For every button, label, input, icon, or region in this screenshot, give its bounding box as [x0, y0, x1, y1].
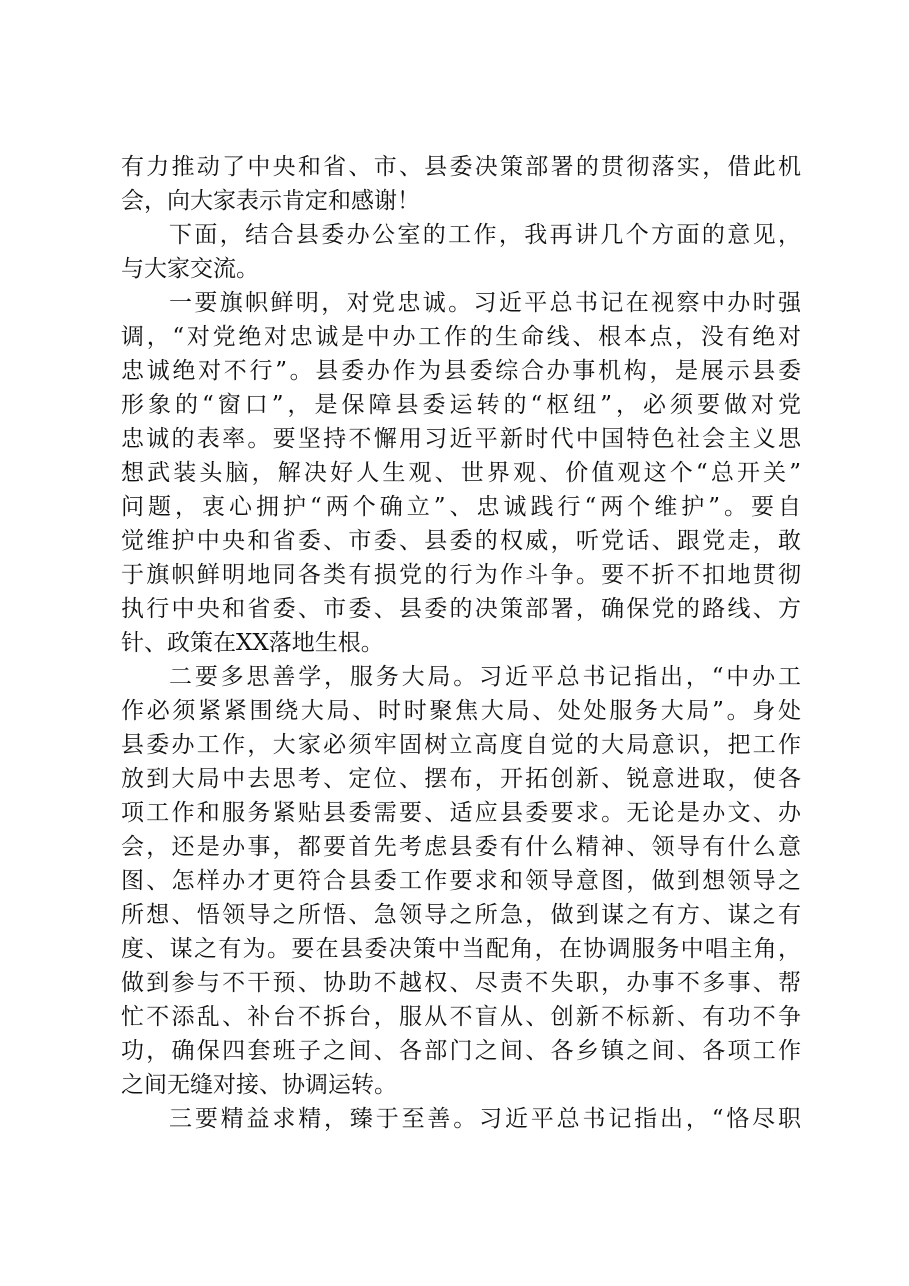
text-line: 形象的“窗口”，是保障县委运转的“枢纽”，必须要做对党 — [121, 392, 801, 418]
text-line: 于旗帜鲜明地同各类有损党的行为作斗争。要不折不扣地贯彻 — [121, 562, 801, 588]
text-line: 一要旗帜鲜明，对党忠诚。习近平总书记在视察中办时强 — [169, 290, 801, 316]
text-line: 之间无缝对接、协调运转。 — [121, 1072, 397, 1098]
text-line: 做到参与不干预、协助不越权、尽责不失职，办事不多事、帮 — [121, 970, 801, 996]
text-line: 作必须紧紧围绕大局、时时聚焦大局、处处服务大局”。身处 — [121, 698, 801, 724]
text-line: 想武装头脑，解决好人生观、世界观、价值观这个“总开关” — [121, 460, 801, 486]
text-line: 会，向大家表示肯定和感谢！ — [121, 188, 420, 214]
text-line: 针、政策在XX落地生根。 — [121, 630, 384, 656]
text-line: 下面，结合县委办公室的工作，我再讲几个方面的意见， — [169, 222, 801, 248]
text-line: 项工作和服务紧贴县委需要、适应县委要求。无论是办文、办 — [121, 800, 801, 826]
text-line: 执行中央和省委、市委、县委的决策部署，确保党的路线、方 — [121, 596, 801, 622]
text-line: 功，确保四套班子之间、各部门之间、各乡镇之间、各项工作 — [121, 1038, 801, 1064]
text-line: 忙不添乱、补台不拆台，服从不盲从、创新不标新、有功不争 — [121, 1004, 801, 1030]
text-line: 度、谋之有为。要在县委决策中当配角，在协调服务中唱主角， — [121, 936, 801, 962]
text-line: 图、怎样办才更符合县委工作要求和领导意图，做到想领导之 — [121, 868, 801, 894]
text-line: 二要多思善学，服务大局。习近平总书记指出，“中办工 — [169, 664, 801, 690]
text-line: 县委办工作，大家必须牢固树立高度自觉的大局意识，把工作 — [121, 732, 801, 758]
text-line: 有力推动了中央和省、市、县委决策部署的贯彻落实，借此机 — [121, 154, 801, 180]
text-line: 忠诚的表率。要坚持不懈用习近平新时代中国特色社会主义思 — [121, 426, 801, 452]
text-line: 所想、悟领导之所悟、急领导之所急，做到谋之有方、谋之有 — [121, 902, 801, 928]
text-line: 问题，衷心拥护“两个确立”、忠诚践行“两个维护”。要自 — [121, 494, 801, 520]
text-line: 会，还是办事，都要首先考虑县委有什么精神、领导有什么意 — [121, 834, 801, 860]
text-line: 调，“对党绝对忠诚是中办工作的生命线、根本点，没有绝对 — [121, 324, 801, 350]
text-line: 觉维护中央和省委、市委、县委的权威，听党话、跟党走，敢 — [121, 528, 801, 554]
text-line: 放到大局中去思考、定位、摆布，开拓创新、锐意进取，使各 — [121, 766, 801, 792]
text-line: 与大家交流。 — [121, 256, 259, 282]
text-line: 忠诚绝对不行”。县委办作为县委综合办事机构，是展示县委 — [121, 358, 801, 384]
text-line: 三要精益求精，臻于至善。习近平总书记指出，“恪尽职 — [169, 1106, 801, 1132]
